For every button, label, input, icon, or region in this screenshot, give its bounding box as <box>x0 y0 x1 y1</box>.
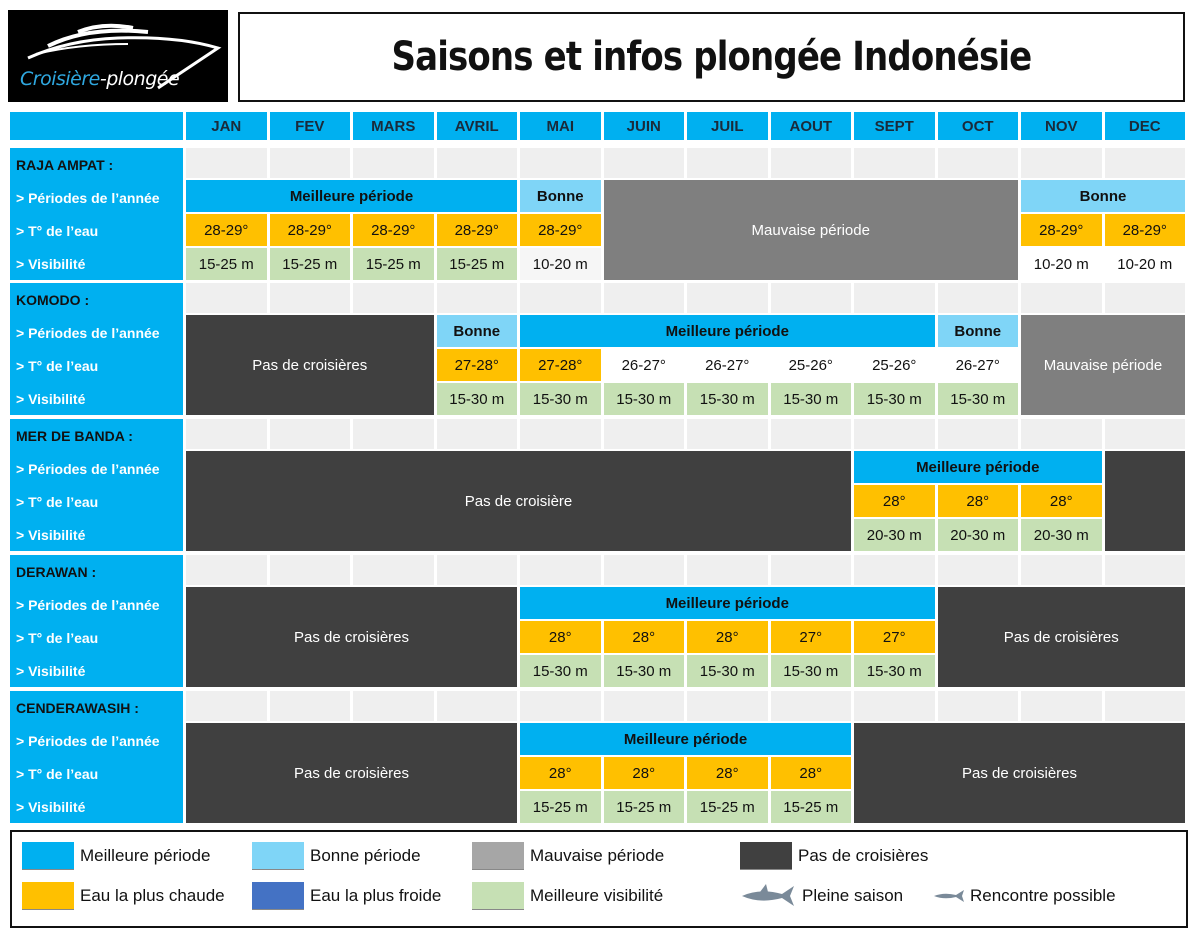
title-row-blank <box>520 419 601 449</box>
cell-none: Pas de croisières <box>186 587 517 687</box>
region-name: MER DE BANDA : <box>16 427 133 444</box>
title-row-blank <box>270 419 351 449</box>
cell-none: Pas de croisière <box>186 451 851 551</box>
cell-white: 25-26° <box>854 349 935 381</box>
region-0 <box>10 148 1185 280</box>
cell-warm: 28-29° <box>270 214 351 246</box>
cell-green: 15-30 m <box>771 383 852 415</box>
cell-green: 15-30 m <box>520 655 601 687</box>
legend-item <box>252 882 441 910</box>
logo-text-a: Croisière <box>20 68 100 90</box>
cell-green: 15-30 m <box>687 383 768 415</box>
legend-item <box>740 842 928 870</box>
title-row-blank <box>938 419 1019 449</box>
legend-swatch <box>252 842 304 870</box>
cell-good: Bonne <box>1021 180 1185 212</box>
month-header-mars: MARS <box>353 112 434 140</box>
title-row-blank <box>938 555 1019 585</box>
cell-none: Pas de croisières <box>938 587 1186 687</box>
title-row-blank <box>270 148 351 178</box>
title-row-blank <box>520 283 601 313</box>
title-row-blank <box>186 419 267 449</box>
region-label-block <box>10 283 183 415</box>
month-header-aout: AOUT <box>771 112 852 140</box>
legend-swatch <box>22 842 74 870</box>
title-row-blank <box>353 419 434 449</box>
title-row-blank <box>1021 555 1102 585</box>
region-name: KOMODO : <box>16 291 90 308</box>
title-row-blank <box>854 148 935 178</box>
legend-label: Pleine saison <box>802 886 904 905</box>
title-row-blank <box>186 283 267 313</box>
title-row-blank <box>687 283 768 313</box>
month-header-juin: JUIN <box>604 112 685 140</box>
title-row-blank <box>771 691 852 721</box>
cell-green: 15-30 m <box>604 383 685 415</box>
cell-green: 15-30 m <box>854 655 935 687</box>
cell-warm: 28° <box>771 757 852 789</box>
row-label: > T° de l’eau <box>16 629 99 646</box>
region-4 <box>10 691 1185 823</box>
legend-item <box>932 882 1116 910</box>
legend-item <box>472 842 664 870</box>
cell-green: 15-25 m <box>270 248 351 280</box>
region-name: DERAWAN : <box>16 563 97 580</box>
legend-item <box>472 882 663 910</box>
row-label: > Périodes de l’année <box>16 460 160 477</box>
legend-label: Eau la plus chaude <box>80 886 225 905</box>
cell-warm: 27-28° <box>520 349 601 381</box>
cell-green: 15-30 m <box>771 655 852 687</box>
region-name: CENDERAWASIH : <box>16 699 139 716</box>
region-1 <box>10 283 1185 415</box>
title-row-blank <box>270 691 351 721</box>
title-row-blank <box>437 283 518 313</box>
cell-warm: 28° <box>604 621 685 653</box>
cell-warm: 28-29° <box>1105 214 1186 246</box>
legend <box>10 830 1188 928</box>
title-row-blank <box>604 148 685 178</box>
logo-text-b: -plongée <box>99 68 180 90</box>
title-row-blank <box>687 148 768 178</box>
row-label: > Visibilité <box>16 255 86 272</box>
cell-white: 25-26° <box>771 349 852 381</box>
title-row-blank <box>1105 691 1186 721</box>
legend-label: Rencontre possible <box>970 886 1116 905</box>
region-name: RAJA AMPAT : <box>16 156 114 173</box>
cell-good: Bonne <box>938 315 1019 347</box>
legend-label: Bonne période <box>310 846 421 865</box>
cell-none: Pas de croisières <box>186 723 517 823</box>
row-label: > Visibilité <box>16 390 86 407</box>
cell-best: Meilleure période <box>520 587 935 619</box>
title-row-blank <box>604 283 685 313</box>
title-row-blank <box>186 148 267 178</box>
month-header-fev: FEV <box>270 112 351 140</box>
title-row-blank <box>604 419 685 449</box>
region-label-block <box>10 148 183 280</box>
cell-none: Pas de croisières <box>854 723 1185 823</box>
cell-best: Meilleure période <box>520 315 935 347</box>
row-label: > Visibilité <box>16 526 86 543</box>
title-row-blank <box>771 148 852 178</box>
cell-warm: 28° <box>854 485 935 517</box>
region-2 <box>10 419 1185 551</box>
cell-warm: 28° <box>520 757 601 789</box>
title-row-blank <box>938 691 1019 721</box>
logo-text <box>20 68 179 90</box>
small-shark-icon <box>932 882 966 910</box>
cell-warm: 28° <box>520 621 601 653</box>
region-3 <box>10 555 1185 687</box>
legend-item <box>252 842 421 870</box>
title-row-blank <box>353 148 434 178</box>
row-label: > T° de l’eau <box>16 357 99 374</box>
cell-green: 20-30 m <box>854 519 935 551</box>
month-header-dec: DEC <box>1105 112 1186 140</box>
month-header <box>10 112 1185 140</box>
title-row-blank <box>353 283 434 313</box>
title-row-blank <box>186 691 267 721</box>
cell-none <box>1105 451 1186 551</box>
cell-warm: 28-29° <box>353 214 434 246</box>
cell-warm: 28-29° <box>186 214 267 246</box>
title-row-blank <box>1105 283 1186 313</box>
legend-label: Pas de croisières <box>798 846 929 865</box>
title-row-blank <box>186 555 267 585</box>
title-box <box>238 12 1185 102</box>
row-label: > Périodes de l’année <box>16 324 160 341</box>
cell-warm: 28° <box>1021 485 1102 517</box>
legend-item <box>22 842 210 870</box>
cell-green: 15-30 m <box>687 655 768 687</box>
month-header-avril: AVRIL <box>437 112 518 140</box>
legend-swatch <box>252 882 304 910</box>
title-row-blank <box>353 691 434 721</box>
legend-swatch <box>472 842 524 870</box>
cell-warm: 27-28° <box>437 349 518 381</box>
cell-green: 15-30 m <box>938 383 1019 415</box>
cell-white: 26-27° <box>938 349 1019 381</box>
cell-green: 15-25 m <box>520 791 601 823</box>
cell-green: 20-30 m <box>1021 519 1102 551</box>
title-row-blank <box>854 691 935 721</box>
title-row-blank <box>854 555 935 585</box>
title-row-blank <box>1105 419 1186 449</box>
title-row-blank <box>771 555 852 585</box>
legend-swatch <box>740 842 792 870</box>
cell-green: 15-25 m <box>604 791 685 823</box>
cell-green: 15-25 m <box>687 791 768 823</box>
title-row-blank <box>520 148 601 178</box>
cell-warm: 27° <box>854 621 935 653</box>
cell-bad: Mauvaise période <box>604 180 1019 280</box>
row-label: > Périodes de l’année <box>16 189 160 206</box>
title-row-blank <box>687 419 768 449</box>
cell-green: 15-25 m <box>353 248 434 280</box>
cell-green: 15-30 m <box>520 383 601 415</box>
cell-warm: 28° <box>687 621 768 653</box>
title-row-blank <box>687 555 768 585</box>
cell-green: 15-30 m <box>604 655 685 687</box>
title-row-blank <box>353 555 434 585</box>
legend-swatch <box>22 882 74 910</box>
cell-warm: 28-29° <box>437 214 518 246</box>
title-row-blank <box>687 691 768 721</box>
title-row-blank <box>1021 419 1102 449</box>
title-row-blank <box>437 555 518 585</box>
month-header-sept: SEPT <box>854 112 935 140</box>
title-row-blank <box>270 283 351 313</box>
title-row-blank <box>1021 283 1102 313</box>
title-row-blank <box>938 148 1019 178</box>
row-label: > Visibilité <box>16 662 86 679</box>
logo <box>8 10 228 102</box>
row-label: > Périodes de l’année <box>16 596 160 613</box>
row-label: > T° de l’eau <box>16 222 99 239</box>
cell-warm: 28° <box>938 485 1019 517</box>
region-label-block <box>10 691 183 823</box>
cell-green: 15-25 m <box>437 248 518 280</box>
cell-white: 10-20 m <box>1021 248 1102 280</box>
cell-green: 20-30 m <box>938 519 1019 551</box>
legend-label: Eau la plus froide <box>310 886 442 905</box>
title-row-blank <box>520 691 601 721</box>
title-row-blank <box>1105 555 1186 585</box>
cell-warm: 28° <box>687 757 768 789</box>
cell-best: Meilleure période <box>186 180 517 212</box>
page-title: Saisons et infos plongée Indonésie <box>391 34 1032 80</box>
title-row-blank <box>771 419 852 449</box>
cell-green: 15-25 m <box>771 791 852 823</box>
title-row-blank <box>771 283 852 313</box>
cell-good: Bonne <box>437 315 518 347</box>
title-row-blank <box>938 283 1019 313</box>
month-header-mai: MAI <box>520 112 601 140</box>
region-label-block <box>10 555 183 687</box>
row-label: > T° de l’eau <box>16 765 99 782</box>
cell-warm: 27° <box>771 621 852 653</box>
legend-label: Meilleure visibilité <box>530 886 664 905</box>
legend-label: Mauvaise période <box>530 846 665 865</box>
legend-label: Meilleure période <box>80 846 211 865</box>
cell-warm: 28-29° <box>1021 214 1102 246</box>
legend-swatch <box>472 882 524 910</box>
row-label: > T° de l’eau <box>16 493 99 510</box>
title-row-blank <box>520 555 601 585</box>
cell-plain: 10-20 m <box>520 248 601 280</box>
month-header-nov: NOV <box>1021 112 1102 140</box>
cell-white: 10-20 m <box>1105 248 1186 280</box>
cell-warm: 28-29° <box>520 214 601 246</box>
cell-green: 15-30 m <box>437 383 518 415</box>
title-row-blank <box>854 419 935 449</box>
month-header-oct: OCT <box>938 112 1019 140</box>
cell-bad: Mauvaise période <box>1021 315 1185 415</box>
cell-best: Meilleure période <box>520 723 851 755</box>
title-row-blank <box>1021 691 1102 721</box>
cell-good: Bonne <box>520 180 601 212</box>
title-row-blank <box>437 419 518 449</box>
title-row-blank <box>854 283 935 313</box>
cell-white: 26-27° <box>687 349 768 381</box>
title-row-blank <box>270 555 351 585</box>
month-header-juil: JUIL <box>687 112 768 140</box>
shark-icon <box>740 882 798 910</box>
cell-none: Pas de croisières <box>186 315 434 415</box>
cell-green: 15-25 m <box>186 248 267 280</box>
title-row-blank <box>604 555 685 585</box>
title-row-blank <box>1021 148 1102 178</box>
cell-warm: 28° <box>604 757 685 789</box>
row-label: > Visibilité <box>16 798 86 815</box>
title-row-blank <box>437 691 518 721</box>
month-header-jan: JAN <box>186 112 267 140</box>
cell-best: Meilleure période <box>854 451 1102 483</box>
row-label: > Périodes de l’année <box>16 732 160 749</box>
legend-item <box>22 882 225 910</box>
cell-white: 26-27° <box>604 349 685 381</box>
title-row-blank <box>437 148 518 178</box>
header-corner <box>10 112 183 140</box>
title-row-blank <box>604 691 685 721</box>
cell-green: 15-30 m <box>854 383 935 415</box>
legend-item <box>740 882 903 910</box>
region-label-block <box>10 419 183 551</box>
title-row-blank <box>1105 148 1186 178</box>
